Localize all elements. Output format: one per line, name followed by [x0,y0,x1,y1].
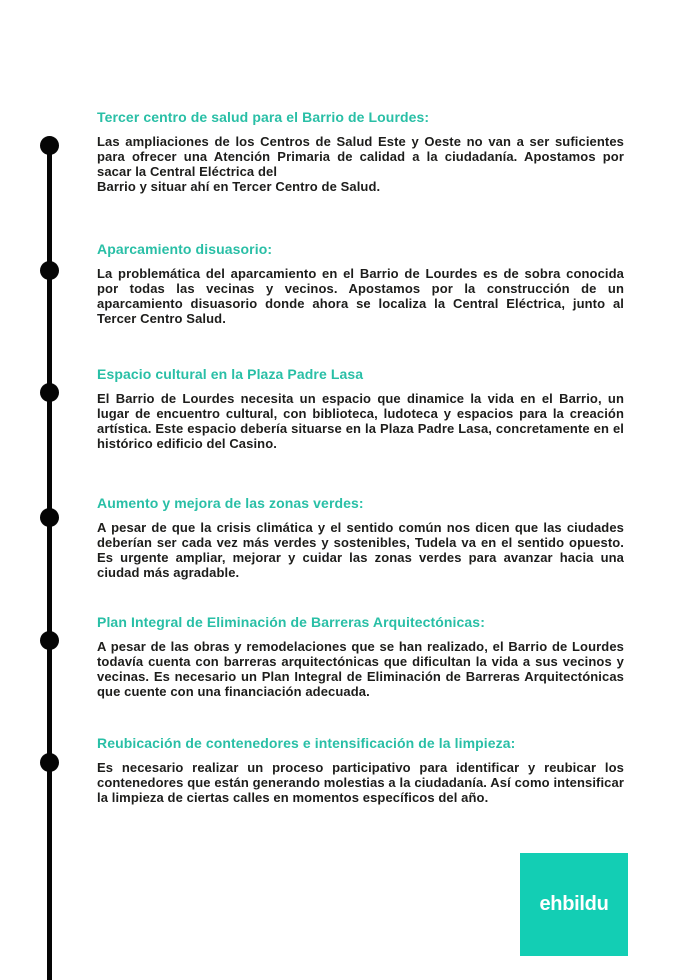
section-paragraph: Es necesario realizar un proceso participativo para identificar y reubicar los contenedores que están generando molestias a la ciudadanía. Así como intensificar la limpieza de ciertas calles en momentos específicos del año. [97,760,624,805]
section-heading: Aparcamiento disuasorio: [97,241,273,257]
timeline-dot [40,631,59,650]
section-contenedores-limpieza [97,734,624,805]
timeline-dot [40,753,59,772]
section-tercer-centro-salud [97,108,624,194]
section-heading: Plan Integral de Eliminación de Barreras Arquitectónicas: [97,614,485,630]
section-paragraph: A pesar de que la crisis climática y el sentido común nos dicen que las ciudades deberían ser cada vez más verdes y sostenibles, Tudela va en el sentido opuesto. Es urgente ampliar, mejorar y cuidar las zonas verdes para avanzar hacia una ciudad más agradable. [97,520,624,580]
section-espacio-cultural [97,365,624,451]
section-heading: Tercer centro de salud para el Barrio de Lourdes: [97,109,430,125]
ehbildu-logo-text: ehbildu [539,893,609,915]
timeline-dot [40,261,59,280]
section-zonas-verdes [97,494,624,580]
ehbildu-logo [520,853,628,956]
section-paragraph: Las ampliaciones de los Centros de Salud Este y Oeste no van a ser suficientes para ofrecer una Atención Primaria de calidad a la ciudadanía. Apostamos por sacar la Central Eléctrica del [97,134,624,179]
section-paragraph: La problemática del aparcamiento en el Barrio de Lourdes es de sobra conocida por todas las vecinas y vecinos. Apostamos por la construcción de un aparcamiento disuasorio donde ahora se localiza la Central Eléctrica, junto al Tercer Centro Salud. [97,266,624,326]
section-heading: Aumento y mejora de las zonas verdes: [97,495,364,511]
section-aparcamiento-disuasorio [97,240,624,326]
timeline-dot [40,383,59,402]
timeline-dot [40,136,59,155]
section-paragraph: Barrio y situar ahí en Tercer Centro de Salud. [97,179,381,194]
section-heading: Reubicación de contenedores e intensificación de la limpieza: [97,735,516,751]
timeline-dot [40,508,59,527]
section-paragraph: A pesar de las obras y remodelaciones que se han realizado, el Barrio de Lourdes todavía cuenta con barreras arquitectónicas que dificultan la vida a sus vecinos y vecinas. Es necesario un Plan Integral de Eliminación de Barreras Arquitectónicas que cuente con una financiación adecuada. [97,639,624,699]
section-paragraph: El Barrio de Lourdes necesita un espacio que dinamice la vida en el Barrio, un lugar de encuentro cultural, con biblioteca, ludoteca y espacios para la creación artística. Este espacio debería situarse en la Plaza Padre Lasa, concretamente en el histórico edificio del Casino. [97,391,624,451]
section-barreras-arquitectonicas [97,613,624,699]
section-heading: Espacio cultural en la Plaza Padre Lasa [97,366,364,382]
